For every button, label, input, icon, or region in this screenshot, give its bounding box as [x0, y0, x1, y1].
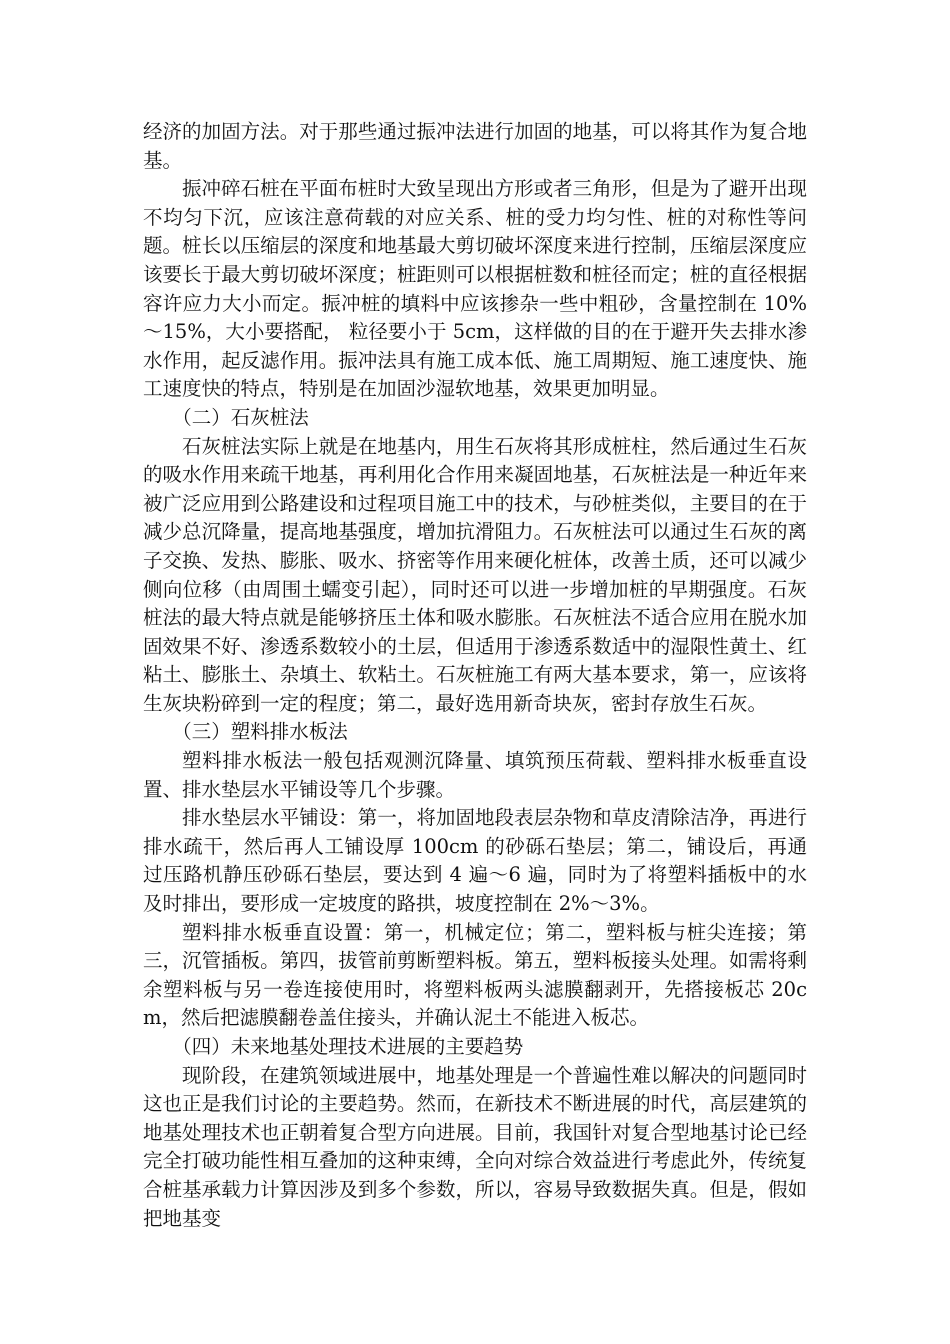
section-heading-lime-pile: （二）石灰桩法	[172, 405, 309, 429]
section-heading-future-trends: （四）未来地基处理技术进展的主要趋势	[172, 1035, 524, 1058]
section-heading-plastic-drain-board: （三）塑料排水板法	[172, 720, 348, 744]
document-page	[143, 118, 807, 1233]
paragraph-future-trends: 现阶段，在建筑领域进展中，地基处理是一个普遍性难以解决的问题同时这也正是我们讨论的主要趋势。然而，在新技术不断进展的时代，高层建筑的地基处理技术也正朝着复合型方向进展。目前，我国针对复合型地基讨论已经完全打破功能性相互叠加的这种束缚，全向对综合效益进行考虑此外，传统复合桩基承载力计算因涉及到多个参数，所以，容易导致数据失真。但是，假如把地基变	[143, 1063, 807, 1230]
paragraph-vertical-drain-board: 塑料排水板垂直设置：第一，机械定位；第二，塑料板与桩尖连接；第三，沉管插板。第四，拔管前剪断塑料板。第五，塑料板接头处理。如需将剩余塑料板与另一卷连接使用时，将塑料板两头滤膜翻剥开，先搭接板芯 20cm，然后把滤膜翻卷盖住接头，并确认泥土不能进入板芯。	[143, 920, 807, 1030]
paragraph-continuation: 经济的加固方法。对于那些通过振冲法进行加固的地基，可以将其作为复合地基。	[143, 120, 807, 172]
paragraph-lime-pile: 石灰桩法实际上就是在地基内，用生石灰将其形成桩柱，然后通过生石灰的吸水作用来疏干地基，再利用化合作用来凝固地基，石灰桩法是一种近年来被广泛应用到公路建设和过程项目施工中的技术，与砂桩类似，主要目的在于减少总沉降量，提高地基强度，增加抗滑阻力。石灰桩法可以通过生石灰的离子交换、发热、膨胀、吸水、挤密等作用来硬化桩体，改善土质，还可以减少侧向位移（由周围土蠕变引起），同时还可以进一步增加桩的早期强度。石灰桩法的最大特点就是能够挤压土体和吸水膨胀。石灰桩法不适合应用在脱水加固效果不好、渗透系数较小的土层，但适用于渗透系数适中的湿限性黄土、红粘土、膨胀土、杂填土、软粘土。石灰桩施工有两大基本要求，第一，应该将生灰块粉碎到一定的程度；第二，最好选用新奇块灰，密封存放生石灰。	[143, 434, 807, 715]
paragraph-drainage-cushion: 排水垫层水平铺设：第一，将加固地段表层杂物和草皮清除洁净，再进行排水疏干，然后再人工铺设厚 100cm 的砂砾石垫层；第二，铺设后，再通过压路机静压砂砾石垫层，要达到 4 遍～6 遍，同时为了将塑料插板中的水及时排出，要形成一定坡度的路拱，坡度控制在 2%～3%。	[143, 806, 807, 916]
paragraph-vibro-stone-column: 振冲碎石桩在平面布桩时大致呈现出方形或者三角形，但是为了避开出现不均匀下沉，应该注意荷载的对应关系、桩的受力均匀性、桩的对称性等问题。桩长以压缩层的深度和地基最大剪切破坏深度来进行控制，压缩层深度应该要长于最大剪切破坏深度；桩距则可以根据桩数和桩径而定；桩的直径根据容许应力大小而定。振冲桩的填料中应该掺杂一些中粗砂，含量控制在 10%～15%，大小要搭配， 粒径要小于 5cm，这样做的目的在于避开失去排水渗水作用，起反滤作用。振冲法具有施工成本低、施工周期短、施工速度快、施工速度快的特点，特别是在加固沙湿软地基，效果更加明显。	[143, 177, 807, 401]
paragraph-drain-board-steps: 塑料排水板法一般包括观测沉降量、填筑预压荷载、塑料排水板垂直设置、排水垫层水平铺设等几个步骤。	[143, 749, 807, 801]
